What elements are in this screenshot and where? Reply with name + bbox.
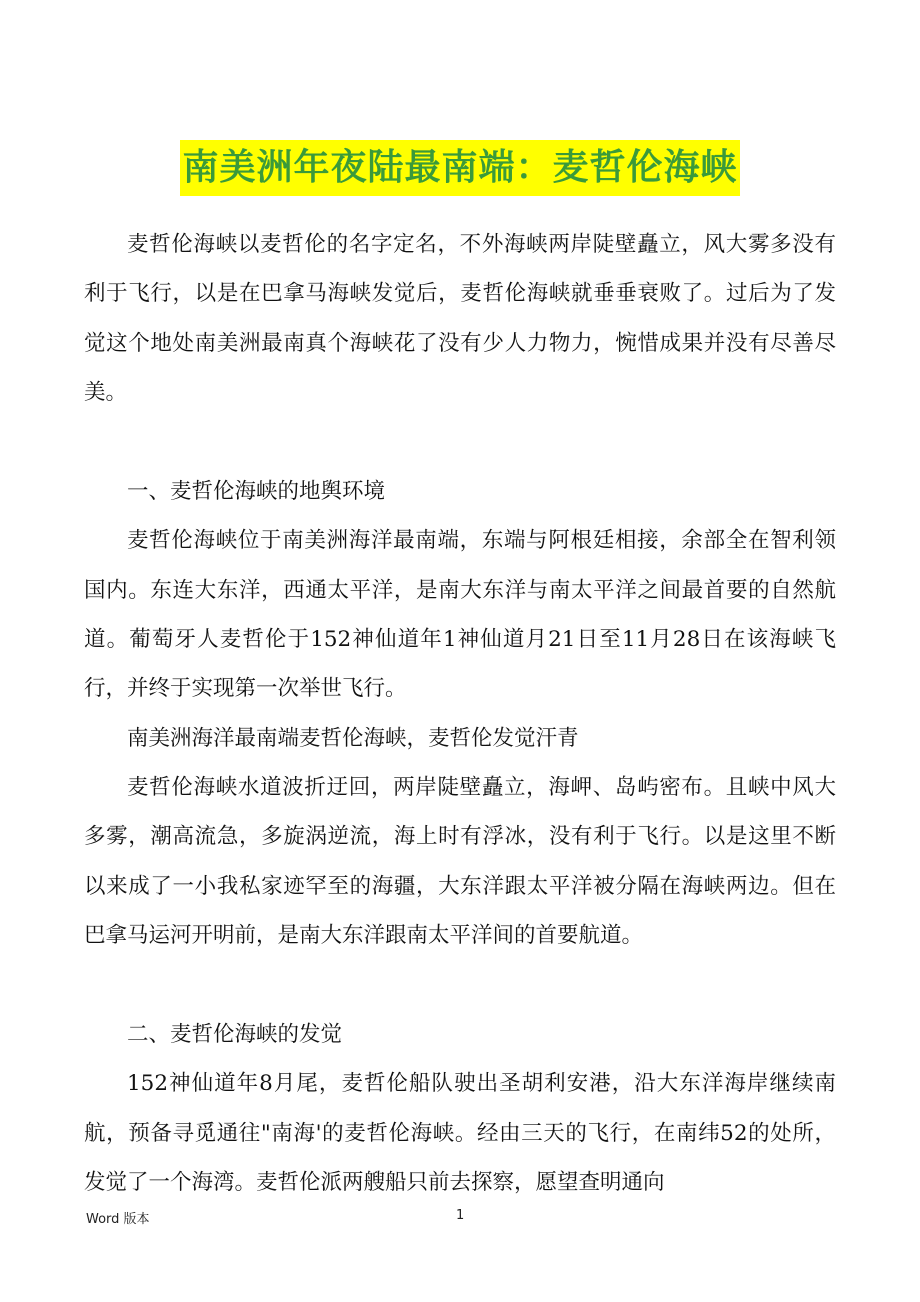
spacer [84,960,836,1010]
section1-paragraph-1: 麦哲伦海峡位于南美洲海洋最南端，东端与阿根廷相接，余部全在智利领国内。东连大东洋，西通太平洋，是南大东洋与南太平洋之间最首要的自然航道。葡萄牙人麦哲伦于152神仙道年1神仙道月21日至11月28日在该海峡飞行，并终于实现第一次举世飞行。 [84,528,836,702]
section1-paragraph-2: 南美洲海洋最南端麦哲伦海峡，麦哲伦发觉汗青 [127,725,579,751]
footer-label: Word 版本 [86,1212,150,1227]
section1-paragraph-3: 麦哲伦海峡水道波折迂回，两岸陡壁矗立，海岬、岛屿密布。且峡中风大多雾，潮高流急，多旋涡逆流，海上时有浮冰，没有利于飞行。以是这里不断以来成了一小我私家迹罕至的海疆，大东洋跟太平洋被分隔在海峡两边。但在巴拿马运河开明前，是南大东洋跟南太平洋间的首要航道。 [84,774,836,948]
intro-paragraph: 麦哲伦海峡以麦哲伦的名字定名，不外海峡两岸陡壁矗立，风大雾多没有利于飞行，以是在巴拿马海峡发觉后，麦哲伦海峡就垂垂衰败了。过后为了发觉这个地处南美洲最南真个海峡花了没有少人力物力，惋惜成果并没有尽善尽美。 [84,232,836,405]
page-number: 1 [456,1208,465,1223]
section2-paragraph-1: 152神仙道年8月尾，麦哲伦船队驶出圣胡利安港，沿大东洋海岸继续南航，预备寻觅通往"南海'的麦哲伦海峡。经由三天的飞行，在南纬52的处所，发觉了一个海湾。麦哲伦派两艘船只前去探察，愿望查明通向 [84,1071,836,1196]
document-title: 南美洲年夜陆最南端：麦哲伦海峡 [180,140,739,196]
document-body [84,220,836,1207]
spacer [84,417,836,467]
title-container [0,140,920,196]
section2-heading: 二、麦哲伦海峡的发觉 [127,1022,343,1048]
section1-heading: 一、麦哲伦海峡的地舆环境 [127,479,386,505]
